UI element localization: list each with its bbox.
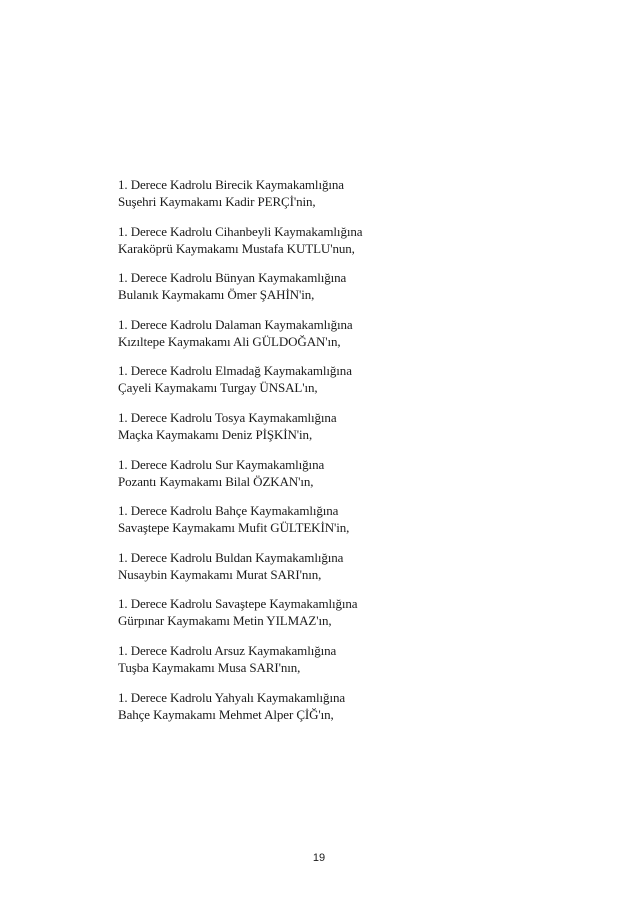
appointment-entry bbox=[118, 456, 538, 503]
appointee: Bahçe Kaymakamı Mehmet Alper ÇİĞ'ın, bbox=[118, 706, 334, 722]
appointment-entry bbox=[118, 595, 538, 642]
appointment-entry bbox=[118, 269, 538, 316]
appointee: Karaköprü Kaymakamı Mustafa KUTLU'nun, bbox=[118, 240, 355, 256]
appointee: Gürpınar Kaymakamı Metin YILMAZ'ın, bbox=[118, 613, 332, 629]
appointment-entry bbox=[118, 176, 538, 223]
appointment-position: 1. Derece Kadrolu Sur Kaymakamlığına bbox=[118, 456, 325, 472]
appointment-position: 1. Derece Kadrolu Arsuz Kaymakamlığına bbox=[118, 642, 337, 658]
appointment-position: 1. Derece Kadrolu Yahyalı Kaymakamlığına bbox=[118, 689, 346, 705]
appointment-entry bbox=[118, 502, 538, 549]
appointment-position: 1. Derece Kadrolu Cihanbeyli Kaymakamlığına bbox=[118, 223, 363, 239]
appointment-position: 1. Derece Kadrolu Elmadağ Kaymakamlığına bbox=[118, 363, 352, 379]
appointment-position: 1. Derece Kadrolu Birecik Kaymakamlığına bbox=[118, 177, 344, 192]
appointment-entry bbox=[118, 642, 538, 689]
appointee: Çayeli Kaymakamı Turgay ÜNSAL'ın, bbox=[118, 380, 318, 396]
appointee: Suşehri Kaymakamı Kadir PERÇİ'nin, bbox=[118, 194, 316, 209]
appointment-list bbox=[118, 176, 538, 735]
page-number: 19 bbox=[312, 852, 326, 864]
appointment-entry bbox=[118, 409, 538, 456]
appointment-entry bbox=[118, 223, 538, 270]
appointment-entry bbox=[118, 316, 538, 363]
appointee: Tuşba Kaymakamı Musa SARI'nın, bbox=[118, 659, 301, 675]
appointment-entry bbox=[118, 362, 538, 409]
appointee: Nusaybin Kaymakamı Murat SARI'nın, bbox=[118, 566, 322, 582]
appointment-entry bbox=[118, 689, 538, 736]
appointment-position: 1. Derece Kadrolu Tosya Kaymakamlığına bbox=[118, 409, 337, 425]
appointment-position: 1. Derece Kadrolu Savaştepe Kaymakamlığına bbox=[118, 596, 358, 612]
appointee: Maçka Kaymakamı Deniz PİŞKİN'in, bbox=[118, 426, 313, 442]
appointment-position: 1. Derece Kadrolu Bünyan Kaymakamlığına bbox=[118, 270, 347, 286]
appointee: Savaştepe Kaymakamı Mufit GÜLTEKİN'in, bbox=[118, 520, 350, 536]
appointment-position: 1. Derece Kadrolu Dalaman Kaymakamlığına bbox=[118, 316, 353, 332]
appointee: Pozantı Kaymakamı Bilal ÖZKAN'ın, bbox=[118, 473, 314, 489]
appointee: Kızıltepe Kaymakamı Ali GÜLDOĞAN'ın, bbox=[118, 333, 341, 349]
appointment-position: 1. Derece Kadrolu Bahçe Kaymakamlığına bbox=[118, 503, 339, 519]
appointee: Bulanık Kaymakamı Ömer ŞAHİN'in, bbox=[118, 287, 315, 303]
appointment-entry bbox=[118, 549, 538, 596]
appointment-position: 1. Derece Kadrolu Buldan Kaymakamlığına bbox=[118, 549, 344, 565]
